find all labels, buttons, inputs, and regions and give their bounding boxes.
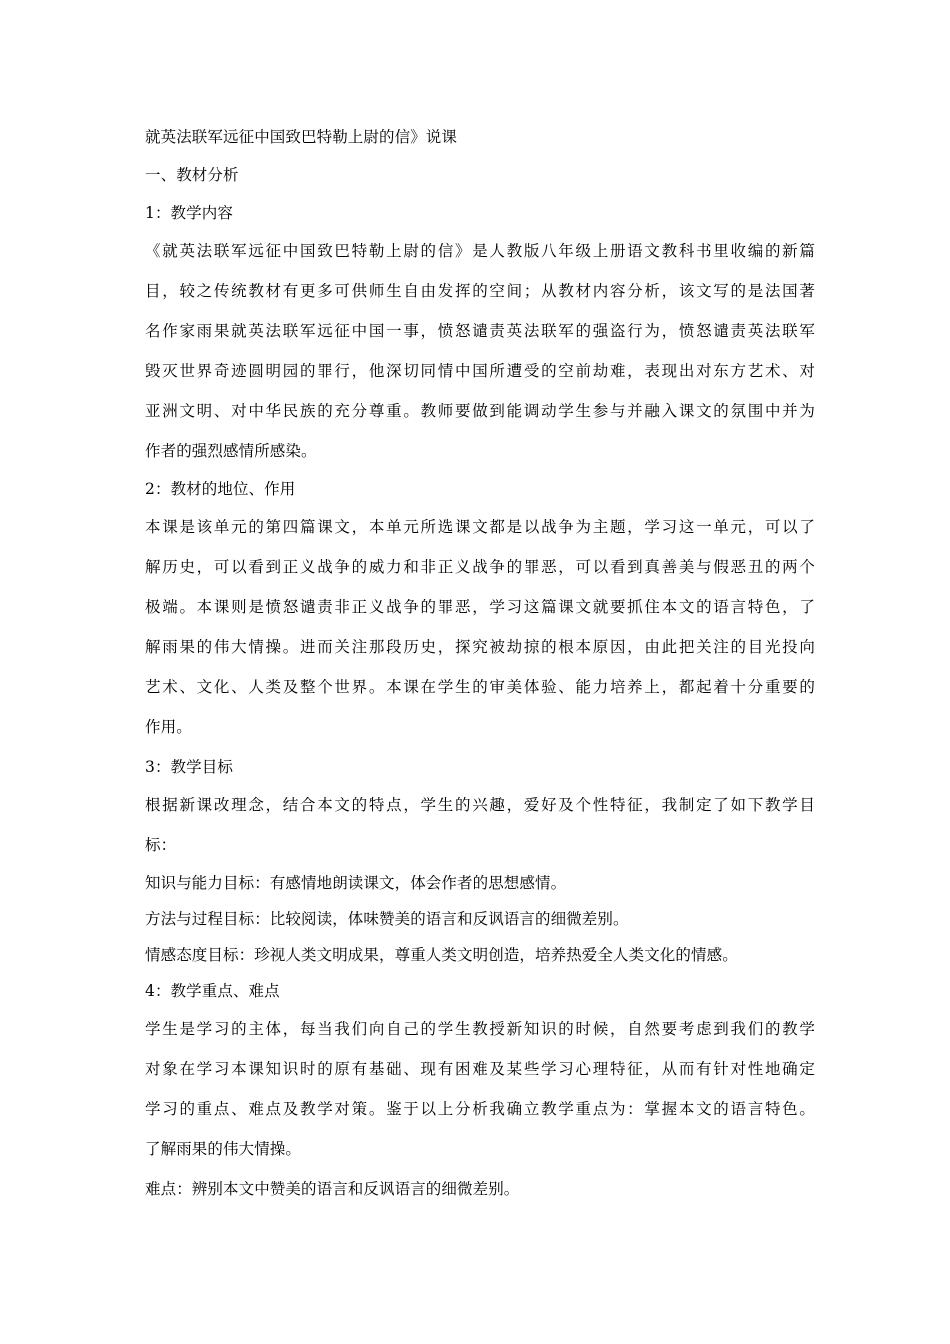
paragraph-line: 毁灭世界奇迹圆明园的罪行，他深切同情中国所遭受的空前劫难，表现出对东方艺术、对 (145, 362, 815, 380)
paragraph-line: 艺术、文化、人类及整个世界。本课在学生的审美体验、能力培养上，都起着十分重要的 (145, 678, 815, 696)
section-heading-textbook-analysis: 一、教材分析 (145, 166, 239, 184)
difficulty-point: 难点：辨别本文中赞美的语言和反讽语言的细微差别。 (145, 1180, 520, 1198)
subheading-key-difficult-points: 4：教学重点、难点 (145, 982, 280, 1000)
paragraph-line: 名作家雨果就英法联军远征中国一事，愤怒谴责英法联军的强盗行为，愤怒谴责英法联军 (145, 322, 815, 340)
paragraph-line: 标： (145, 836, 177, 854)
paragraph-line: 《就英法联军远征中国致巴特勒上尉的信》是人教版八年级上册语文教科书里收编的新篇 (145, 242, 815, 260)
goal-emotion-attitude: 情感态度目标：珍视人类文明成果，尊重人类文明创造，培养热爱全人类文化的情感。 (145, 946, 738, 964)
paragraph-line: 学生是学习的主体，每当我们向自己的学生教授新知识的时候，自然要考虑到我们的教学 (145, 1020, 815, 1038)
paragraph-line: 解雨果的伟大情操。进而关注那段历史，探究被劫掠的根本原因，由此把关注的目光投向 (145, 638, 815, 656)
paragraph-line: 学习的重点、难点及教学对策。鉴于以上分析我确立教学重点为：掌握本文的语言特色。 (145, 1100, 815, 1118)
goal-method-process: 方法与过程目标：比较阅读，体味赞美的语言和反讽语言的细微差别。 (145, 910, 629, 928)
subheading-teaching-goals: 3：教学目标 (145, 758, 233, 776)
paragraph-line: 亚洲文明、对中华民族的充分尊重。教师要做到能调动学生参与并融入课文的氛围中并为 (145, 402, 815, 420)
document-title: 就英法联军远征中国致巴特勒上尉的信》说课 (145, 128, 458, 146)
paragraph-line: 解历史，可以看到正义战争的威力和非正义战争的罪恶，可以看到真善美与假恶丑的两个 (145, 558, 815, 576)
subheading-status-role: 2：教材的地位、作用 (145, 480, 296, 498)
goal-knowledge-ability: 知识与能力目标：有感情地朗读课文，体会作者的思想感情。 (145, 874, 567, 892)
paragraph-line: 作者的强烈感情所感染。 (145, 442, 317, 460)
paragraph-line: 极端。本课则是愤怒谴责非正义战争的罪恶，学习这篇课文就要抓住本文的语言特色，了 (145, 598, 815, 616)
subheading-teaching-content: 1：教学内容 (145, 204, 233, 222)
paragraph-line: 本课是该单元的第四篇课文，本单元所选课文都是以战争为主题，学习这一单元，可以了 (145, 518, 815, 536)
paragraph-line: 根据新课改理念，结合本文的特点，学生的兴趣，爱好及个性特征，我制定了如下教学目 (145, 796, 815, 814)
paragraph-line: 作用。 (145, 718, 192, 736)
paragraph-line: 目，较之传统教材有更多可供师生自由发挥的空间；从教材内容分析，该文写的是法国著 (145, 282, 815, 300)
paragraph-line: 对象在学习本课知识时的原有基础、现有困难及某些学习心理特征，从而有针对性地确定 (145, 1060, 815, 1078)
paragraph-line: 了解雨果的伟大情操。 (145, 1140, 302, 1158)
